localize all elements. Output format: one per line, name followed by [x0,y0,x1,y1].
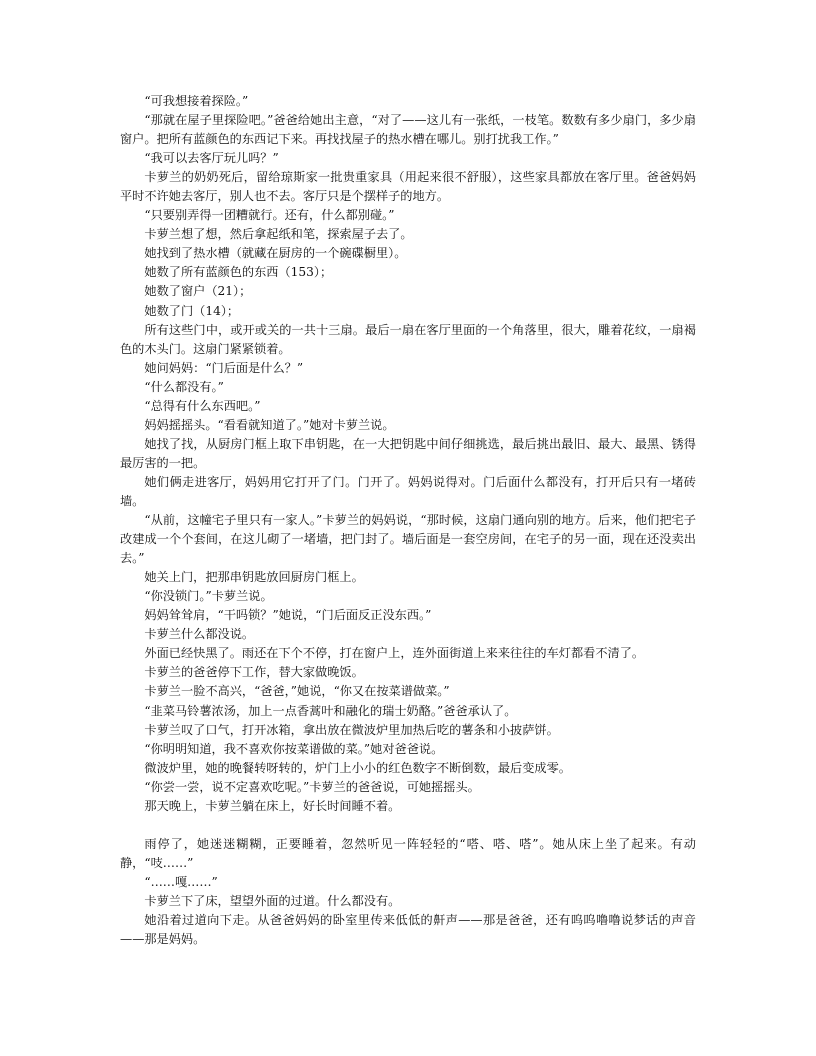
paragraph: “我可以去客厅玩儿吗？” [144,151,279,166]
paragraph: 她找了找，从厨房门框上取下串钥匙，在一大把钥匙中间仔细挑选，最后挑出最旧、最大、最黑、锈得最厉害的一把。 [120,436,696,470]
paragraph: 卡萝兰下了床，望望外面的过道。什么都没有。 [144,893,401,908]
paragraph: 卡萝兰想了想，然后拿起纸和笔，探索屋子去了。 [144,227,413,242]
paragraph: “韭菜马铃薯浓汤，加上一点香蒿叶和融化的瑞士奶酪。”爸爸承认了。 [144,703,517,718]
paragraph: 她关上门，把那串钥匙放回厨房门框上。 [144,570,364,585]
paragraph: “从前，这幢宅子里只有一家人。”卡萝兰的妈妈说，“那时候，这扇门通向别的地方。后来，他们把宅子改建成一个个套间，在这儿砌了一堵墙，把门封了。墙后面是一套空房间，在宅子的另一面，现在还没卖出去。” [120,513,696,566]
paragraph: 她数了窗户（21）； [144,284,252,299]
paragraph: 那天晚上，卡萝兰躺在床上，好长时间睡不着。 [144,798,401,813]
paragraph: 卡萝兰叹了口气，打开冰箱，拿出放在微波炉里加热后吃的薯条和小披萨饼。 [144,722,559,737]
paragraph: 她数了所有蓝颜色的东西（153）； [144,265,333,280]
paragraph: “你没锁门。”卡萝兰说。 [144,589,273,604]
paragraph: 她沿着过道向下走。从爸爸妈妈的卧室里传来低低的鼾声——那是爸爸，还有呜呜噜噜说梦话的声音——那是妈妈。 [120,912,696,947]
paragraph: 雨停了，她迷迷糊糊，正要睡着，忽然听见一阵轻轻的“嗒、嗒、嗒”。她从床上坐了起来。有动静，“吱……” [120,836,696,870]
paragraph: “可我想接着探险。” [144,94,249,108]
paragraph: 她问妈妈：“门后面是什么？” [144,360,304,375]
paragraph: 她找到了热水槽（就藏在厨房的一个碗碟橱里）。 [144,246,407,261]
paragraph: “什么都没有。” [144,379,224,394]
paragraph: 卡萝兰的爸爸停下工作，替大家做晚饭。 [144,665,364,680]
paragraph: 妈妈耸耸肩，“干吗锁？”她说，“门后面反正没东西。” [144,608,432,623]
paragraph: 外面已经快黑了。雨还在下个不停，打在窗户上，连外面街道上来来往往的车灯都看不清了。 [144,646,645,661]
paragraph: 她数了门（14）； [144,303,240,318]
paragraph: “……嘎……” [144,874,218,889]
paragraph: 所有这些门中，或开或关的一共十三扇。最后一扇在客厅里面的一个角落里，很大，雕着花纹，一扇褐色的木头门。这扇门紧紧锁着。 [120,322,696,356]
paragraph: “只要别弄得一团糟就行。还有，什么都别碰。” [144,208,395,223]
paragraph: 妈妈摇摇头。“看看就知道了。”她对卡萝兰说。 [144,417,395,432]
paragraph: 卡萝兰什么都没说。 [144,627,255,642]
body-text [120,92,696,949]
paragraph: 微波炉里，她的晚餐转呀转的，炉门上小小的红色数字不断倒数，最后变成零。 [144,760,571,775]
paragraph: “你明明知道，我不喜欢你按菜谱做的菜。”她对爸爸说。 [144,741,444,756]
paragraph: 她们俩走进客厅，妈妈用它打开了门。门开了。妈妈说得对。门后面什么都没有，打开后只有一堵砖墙。 [120,474,696,508]
paragraph: “那就在屋子里探险吧。”爸爸给她出主意，“对了——这儿有一张纸，一枝笔。数数有多少扇门，多少扇窗户。把所有蓝颜色的东西记下来。再找找屋子的热水槽在哪儿。别打扰我工作。” [120,113,696,147]
paragraph: “你尝一尝，说不定喜欢吃呢。”卡萝兰的爸爸说，可她摇摇头。 [144,779,480,794]
paragraph: 卡萝兰一脸不高兴，“爸爸，”她说，“你又在按菜谱做菜。” [144,684,450,699]
paragraph: “总得有什么东西吧。” [144,398,261,413]
paragraph: 卡萝兰的奶奶死后，留给琼斯家一批贵重家具（用起来很不舒服），这些家具都放在客厅里。爸爸妈妈平时不许她去客厅，别人也不去。客厅只是个摆样子的地方。 [120,170,696,204]
